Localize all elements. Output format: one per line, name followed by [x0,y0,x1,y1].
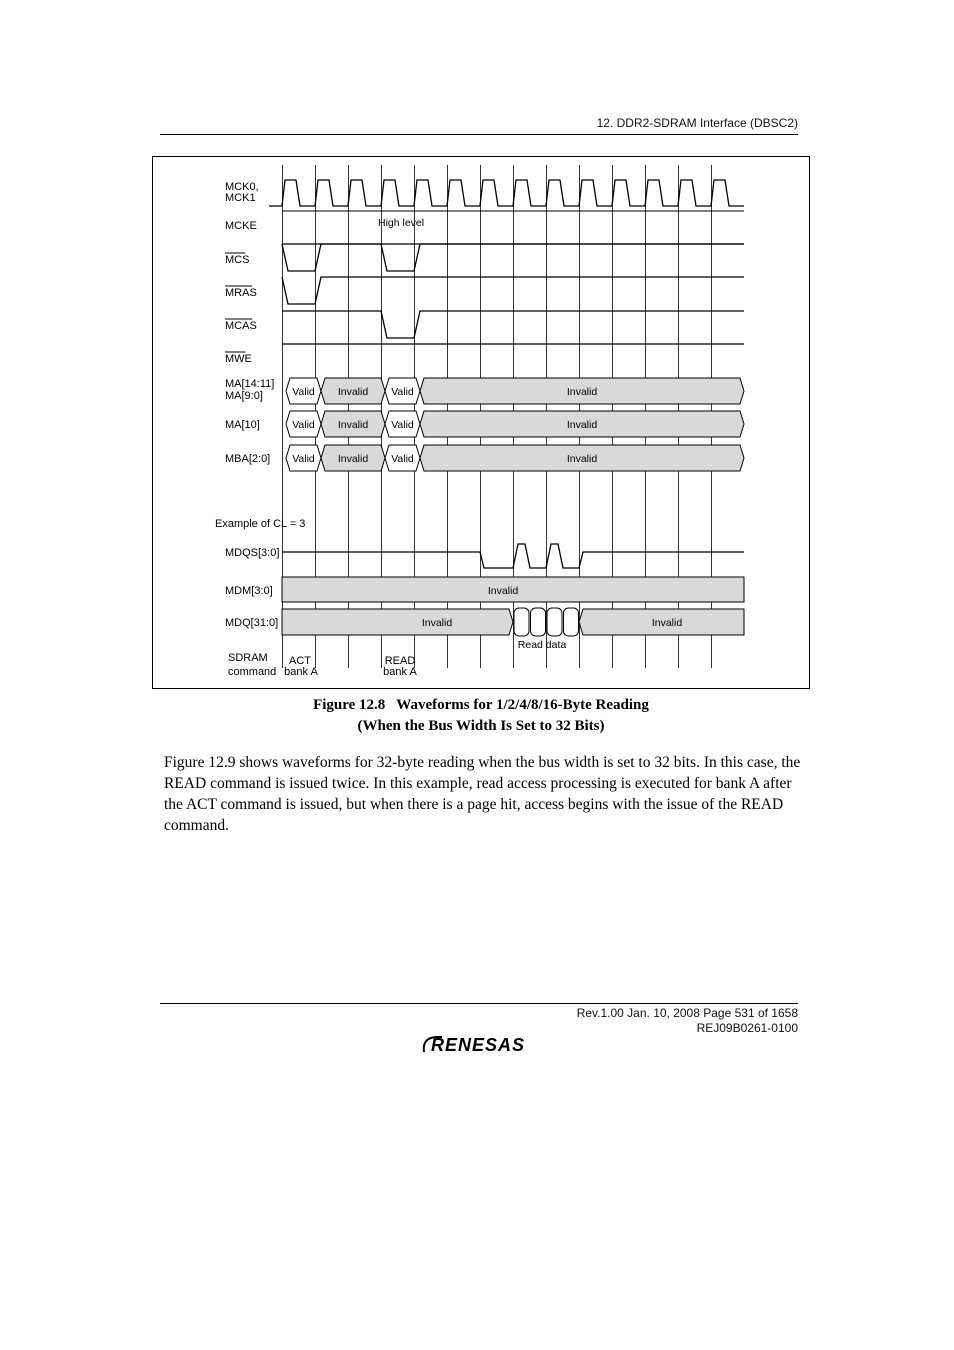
ma10-bus-invalid-1-label: Invalid [337,419,369,431]
mba-bus-invalid-2-label: Invalid [566,453,598,465]
read-data-beat [531,608,546,636]
mdqs-waveform [282,544,744,568]
footer-rule [160,1003,798,1004]
mcas-waveform [282,311,744,338]
ma10-bus-valid-1-label: Valid [292,419,315,431]
mdm-label: MDM[3:0] [225,585,273,597]
timing-diagram [152,156,810,689]
ma10-label: MA[10] [225,419,260,431]
mdqs-label: MDQS[3:0] [225,547,280,559]
body-paragraph: Figure 12.9 shows waveforms for 32-byte reading when the bus width is set to 32 bits. In this case, the READ command is issued twice. In this example, read access processing is executed for bank A after the ACT command is issued, but when there is a page hit, access begins with the issue of the READ command. [164,754,801,834]
mcas-label: MCAS [225,320,257,332]
example-cl-label: Example of CL = 3 [215,518,306,530]
read-data-beat [514,608,529,636]
running-header: 12. DDR2-SDRAM Interface (DBSC2) [596,116,798,130]
mdq-label: MDQ[31:0] [225,617,279,629]
ma10-bus-valid-2-label: Valid [391,419,414,431]
header-rule [160,134,798,135]
figure-caption [152,695,810,737]
mcke-label: MCKE [225,220,257,232]
command-read: bank A [383,666,417,678]
mcs-waveform [321,244,744,271]
mba-bus-valid-1-label: Valid [292,453,315,465]
ma-label: MA[9:0] [225,390,263,402]
command-read: READ [384,655,416,667]
caption-line-2: (When the Bus Width Is Set to 32 Bits) [357,718,605,734]
caption-line-1: Figure 12.8 Waveforms for 1/2/4/8/16-Byte Reading [313,697,649,713]
bus-signals [282,378,744,636]
mck-waveform [269,180,744,206]
mras-waveform [282,277,744,304]
high-level-label: High level [378,217,425,229]
sdram-command-label: command [228,666,277,678]
ma10-bus-invalid-2-label: Invalid [566,419,598,431]
mck-label: MCK0, [225,181,259,193]
ma-bus-invalid-1-label: Invalid [337,386,369,398]
mba-bus-invalid-1-label: Invalid [337,453,369,465]
mdq-invalid-2-label: Invalid [651,617,683,629]
read-data-beat [547,608,562,636]
ma-bus-valid-1-label: Valid [292,386,315,398]
svg-text:RENESAS: RENESAS [431,1035,526,1055]
footer-doc-number: REJ09B0261-0100 [696,1021,798,1035]
mba-bus-valid-2-label: Valid [391,453,414,465]
mwe-label: MWE [225,353,252,365]
read-data-beat [564,608,579,636]
sdram-command-label: SDRAM [228,652,268,664]
mcs-label: MCS [225,254,250,266]
mras-label: MRAS [225,287,257,299]
mba-label: MBA[2:0] [225,453,271,465]
command-act: ACT [289,655,311,667]
ma-label: MA[14:11] [225,378,275,390]
renesas-logo [420,1032,542,1056]
waveforms [269,180,744,568]
read-data-label: Read data [517,639,567,651]
footer-revision: Rev.1.00 Jan. 10, 2008 Page 531 of 1658 [576,1006,798,1020]
mdm-label: Invalid [487,585,519,597]
mck-label: MCK1 [225,192,256,204]
ma-bus-invalid-2-label: Invalid [566,386,598,398]
command-act: bank A [284,666,318,678]
mdq-invalid-1-label: Invalid [421,617,453,629]
mdq-invalid-1 [282,609,513,635]
ma-bus-valid-2-label: Valid [391,386,414,398]
